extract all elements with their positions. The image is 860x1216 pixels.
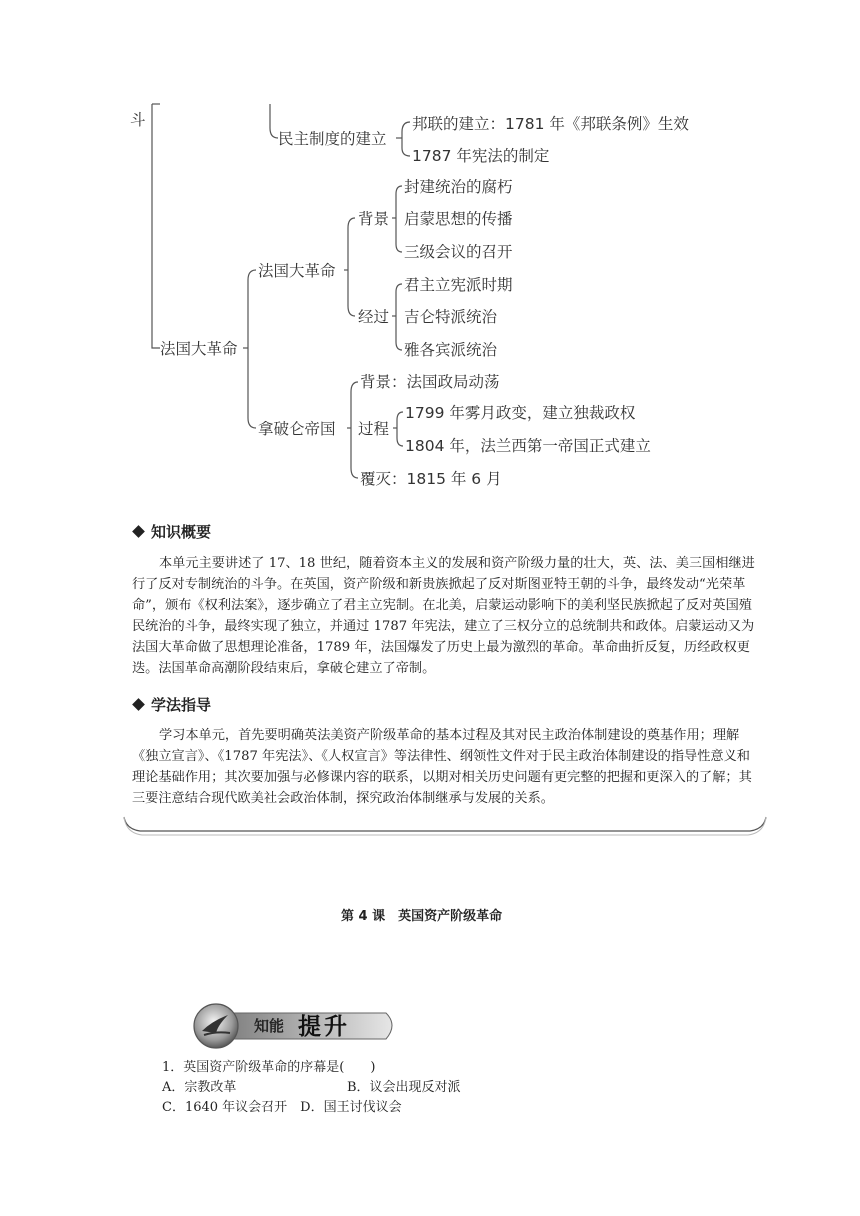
banner-part2: 提升 xyxy=(298,1013,350,1040)
banner-part1: 知能 xyxy=(254,1017,285,1035)
background-label: 背景 xyxy=(358,210,390,228)
background-item-2: 启蒙思想的传播 xyxy=(404,210,513,228)
question-stem: 1．英国资产阶级革命的序幕是( ) xyxy=(162,1060,376,1075)
diamond-bullet-icon xyxy=(132,525,145,538)
option-b: B．议会出现反对派 xyxy=(347,1080,461,1095)
french-revolution-sub-label: 法国大革命 xyxy=(258,262,336,280)
option-a: A．宗教改革 xyxy=(162,1080,237,1095)
napoleon-process-item-2: 1804 年，法兰西第一帝国正式建立 xyxy=(405,437,651,455)
options-c-d: C．1640 年议会召开 D．国王讨伐议会 xyxy=(162,1100,402,1115)
knowledge-paragraph: 本单元主要讲述了 17、18 世纪，随着资本主义的发展和资产阶级力量的壮大，英、法、美三国相继进行了反对专制统治的斗争。在英国，资产阶级和新贵族掀起了反对斯图亚特王朝的斗争，最终发动“光荣革命”，颁布《权利法案》，逐步确立了君主立宪制。在北美，启蒙运动影响下的美利坚民族掀起了反对英国殖民统治的斗争，最终实现了独立，并通过 1787 年宪法，建立了三权分立的总统制共和政体。启蒙运动又为法国大革命做了思想理论准备，1789 年，法国爆发了历史上最为激烈的革命。革命曲折反复，历经政权更迭。法国革命高潮阶段结束后，拿破仑建立了帝制。 xyxy=(132,556,755,676)
lesson-title: 第 4 课 英国资产阶级革命 xyxy=(341,909,503,924)
democracy-label: 民主制度的建立 xyxy=(278,130,387,148)
background-item-3: 三级会议的召开 xyxy=(404,243,513,261)
background-item-1: 封建统治的腐朽 xyxy=(404,178,513,196)
knowledge-heading: 知识概要 xyxy=(134,521,211,542)
napoleon-process-label: 过程 xyxy=(358,420,390,438)
diamond-bullet-icon xyxy=(132,698,145,711)
democracy-item-1: 邦联的建立：1781 年《邦联条例》生效 xyxy=(412,115,689,133)
method-heading: 学法指导 xyxy=(134,694,211,715)
napoleon-process-item-1: 1799 年雾月政变，建立独裁政权 xyxy=(405,404,636,422)
knowledge-ability-banner xyxy=(190,1001,400,1051)
process-label: 经过 xyxy=(358,308,390,326)
napoleon-background: 背景：法国政局动荡 xyxy=(360,373,500,391)
democracy-item-2: 1787 年宪法的制定 xyxy=(412,147,550,165)
process-item-1: 君主立宪派时期 xyxy=(404,276,513,294)
method-paragraph: 学习本单元，首先要明确英法美资产阶级革命的基本过程及其对民主政治体制建设的奠基作用；理解《独立宣言》、《1787 年宪法》、《人权宣言》等法律性、纲领性文件对于民主政治体制建设的指导性意义和理论基础作用；其次要加强与必修课内容的联系，以期对相关历史问题有更完整的把握和更深入的了解；其三要注意结合现代欧美社会政治体制，探究政治体制继承与发展的关系。 xyxy=(132,728,752,806)
section-frame-bottom xyxy=(120,815,770,837)
process-item-2: 吉仑特派统治 xyxy=(404,308,498,326)
napoleon-empire-label: 拿破仑帝国 xyxy=(258,420,336,438)
napoleon-fall: 覆灭：1815 年 6 月 xyxy=(360,470,502,488)
process-item-3: 雅各宾派统治 xyxy=(404,341,498,359)
french-revolution-root-label: 法国大革命 xyxy=(160,340,238,358)
tree-top-char: 斗 xyxy=(130,111,146,129)
